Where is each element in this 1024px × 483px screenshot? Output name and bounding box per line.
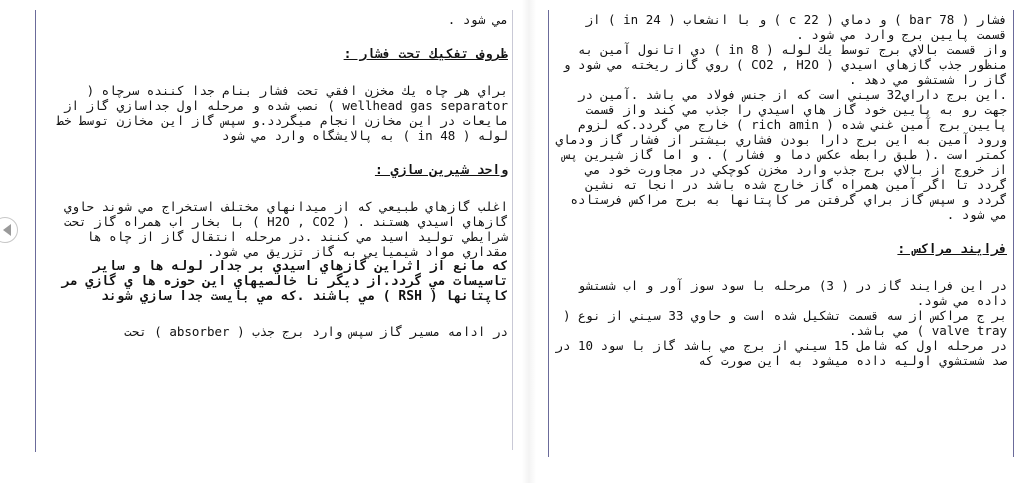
right-page xyxy=(548,10,1014,457)
paragraph-merox-stages: در اين فرايند گاز در ( 3) مرحله با سود سوز آور و اب شستشو داده مي شود. xyxy=(578,278,1007,308)
page-gutter xyxy=(522,0,536,483)
heading-sweetening-unit: واحد شيرين سازي : xyxy=(374,163,508,178)
paragraph-separators: براي هر چاه يك مخزن افقي تحت فشار بنام جدا كننده سرچاه ( wellhead gas separator ) نصب شده و مرحله اول جداسازي گاز از مايعات در اين مخازن انجام ميگردد.و سپس گاز اين مخازن توسط خط لوله ( 48 in ) به پالايشگاه وارد مي شود xyxy=(56,83,508,143)
paragraph-tower-inlet: فشار ( 78 bar ) و دماي ( 22 c ) و با انشعاب ( 24 in ) از قسمت پايين برج وارد مي شود . xyxy=(585,12,1007,42)
heading-merox-process: فرايند مراكس : xyxy=(897,242,1007,257)
left-page xyxy=(35,10,514,452)
paragraph-first-stage: در مرحله اول كه شامل 15 سيني از برج مي باشد گاز با سود 10 در صد شستشوي اوليه داده ميشود به اين صورت كه xyxy=(555,338,1007,368)
left-page-edge xyxy=(512,10,513,450)
heading-pressure-separators: ظروف تفكيك تحت فشار : xyxy=(343,47,508,62)
paragraph-acid-gases: اغلب گازهاي طبيعي كه از ميدانهاي مختلف استخراج مي شوند حاوي گازهاي اسيدي هستند . ( H2O , CO2 ) با بخار اب همراه گاز تحت شرايطي توليد اسيد مي كنند .در مرحله انتقال گاز از چاه ها مقداري مواد شيميايي به گاز تزريق مي شود. xyxy=(63,199,508,259)
chevron-left-icon xyxy=(3,224,11,236)
paragraph-tower-trays: .اين برج داراي32 سيني است كه از جنس فولاد مي باشد .آمين در جهت رو به پايين خود گاز هاي اسيدي را جذب مي كند واز قسمت پايين برج آمين غني شده ( rich amin ) خارج مي گردد.كه لزوم ورود آمين به اين برج دارا بودن فشاري بيشتر از فشار گاز ودماي كمتر است .( طبق رابطه عكس دما و فشار ) . و اما گاز شيرين پس از خروج از بالاي برج جذب وارد مخزن كوچكي در مجاورت خود مي گردد تا اگر آمين همراه گاز خارج شده باشد در انجا ته نشين گردد و سپس گاز براي گرفتن مر كاپتانها به برج مراكس فرستاده مي شود . xyxy=(555,87,1007,222)
paragraph-mercaptans-bold: كه مانع از اثراين گازهاي اسيدي بر جدار لوله ها و ساير تاسيسات مي گردد.از ديگر نا خالصيهاي اين حوزه ها ي گازي مر كاپتانها ( RSH ) مي باشند .كه مي بايست جدا سازي شوند xyxy=(61,259,508,304)
paragraph-amine-inlet: واز قسمت بالاي برج توسط يك لوله ( 8 in ) دي اتانول آمين به منظور جذب گازهاي اسيدي ( CO2 , H2O ) روي گاز ريخته مي شود و گاز را شستشو مي دهد . xyxy=(562,42,1007,87)
previous-page-button[interactable] xyxy=(0,217,18,243)
paragraph-absorber-start: در ادامه مسير گاز سپس وارد برج جذب ( absorber ) تحت xyxy=(124,324,508,339)
paragraph-merox-sections: بر ج مراكس از سه قسمت تشكيل شده است و حاوي 33 سيني از نوع ( valve tray ) مي باشد. xyxy=(562,308,1007,338)
left-page-top-line: مي شود . xyxy=(447,12,508,27)
